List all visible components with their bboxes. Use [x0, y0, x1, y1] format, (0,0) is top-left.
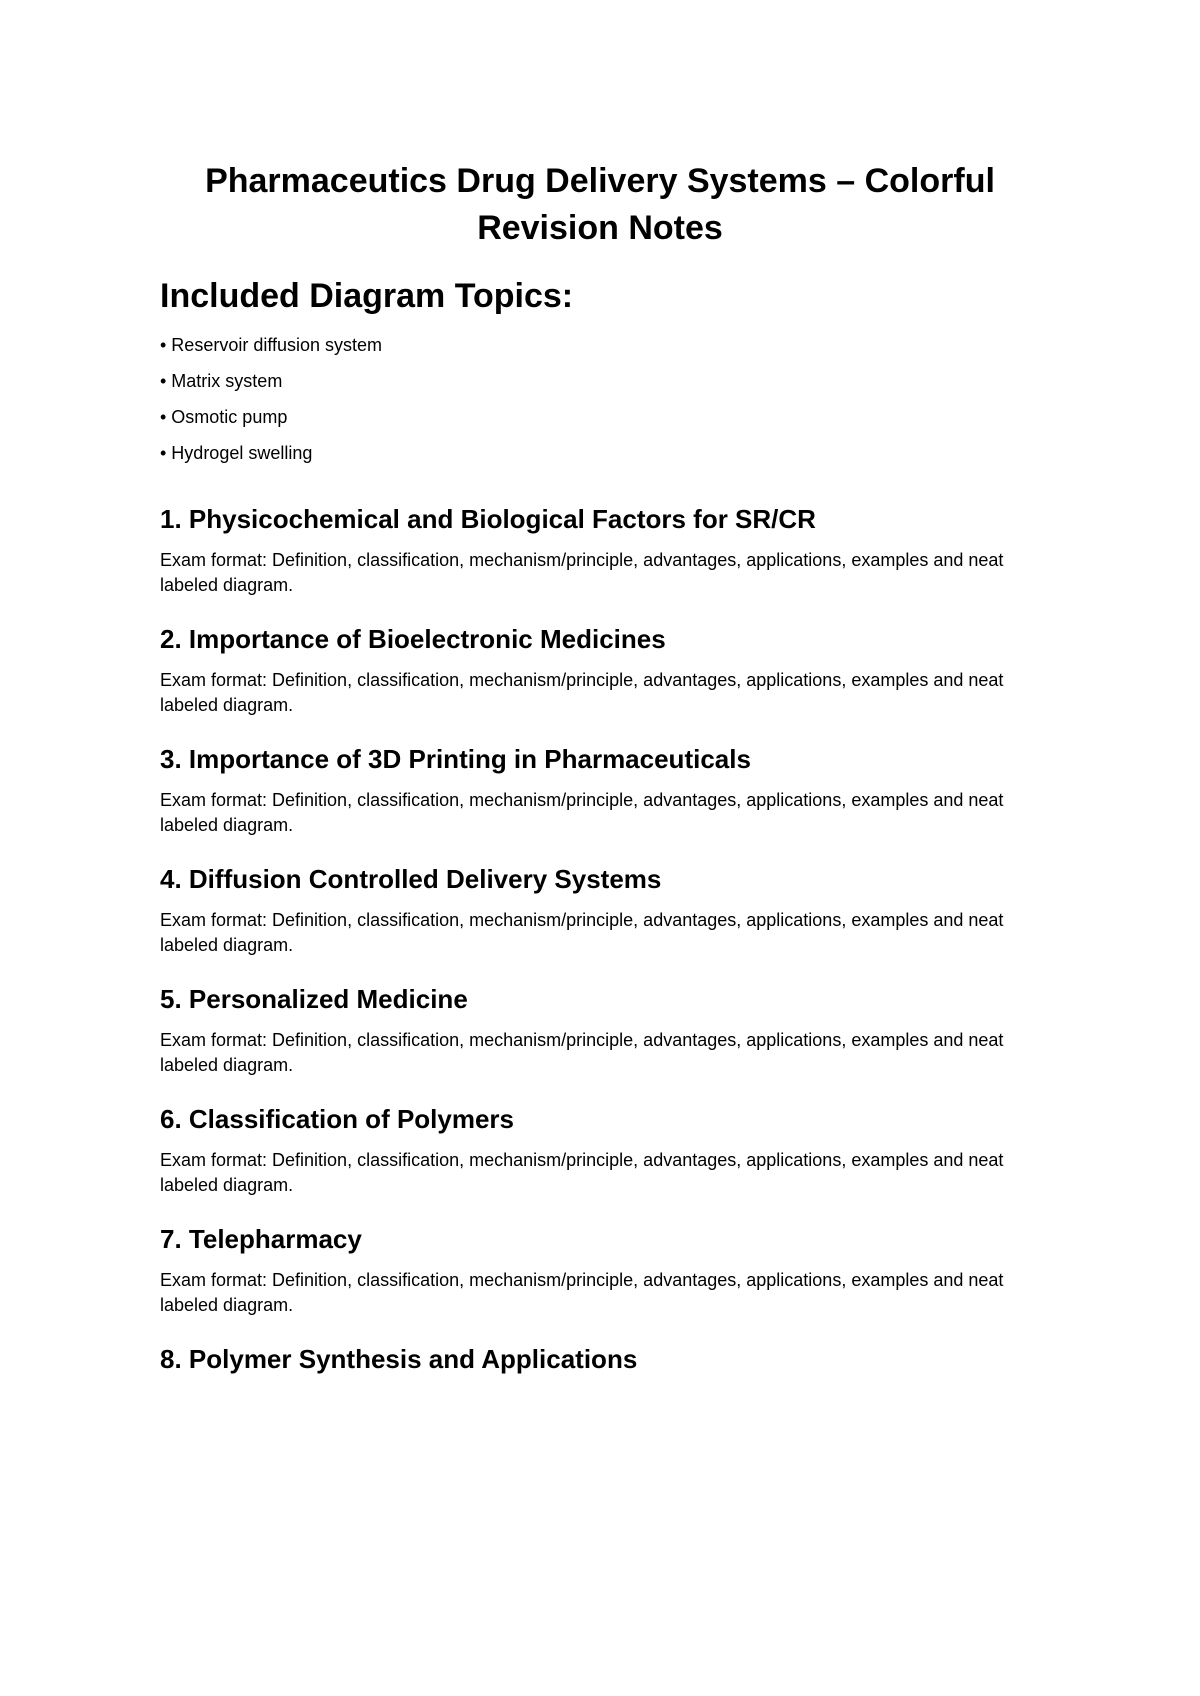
- section-heading: 8. Polymer Synthesis and Applications: [160, 1344, 638, 1374]
- section-body: Exam format: Definition, classification, mechanism/principle, advantages, applications, examples and neat labeled diagram.: [160, 1150, 1004, 1195]
- section-1: [160, 504, 1040, 598]
- section-8: [160, 1344, 1040, 1374]
- section-5: [160, 984, 1040, 1078]
- topics-heading: Included Diagram Topics:: [160, 277, 574, 315]
- section-body: Exam format: Definition, classification, mechanism/principle, advantages, applications, examples and neat labeled diagram.: [160, 1270, 1004, 1315]
- section-7: [160, 1224, 1040, 1318]
- section-4: [160, 864, 1040, 958]
- section-2: [160, 624, 1040, 718]
- section-body: Exam format: Definition, classification, mechanism/principle, advantages, applications, examples and neat labeled diagram.: [160, 790, 1004, 835]
- topic-item: • Reservoir diffusion system: [160, 335, 383, 355]
- section-heading: 4. Diffusion Controlled Delivery Systems: [160, 864, 662, 894]
- section-heading: 3. Importance of 3D Printing in Pharmaceuticals: [160, 744, 751, 774]
- section-heading: 1. Physicochemical and Biological Factors for SR/CR: [160, 504, 816, 534]
- section-body: Exam format: Definition, classification, mechanism/principle, advantages, applications, examples and neat labeled diagram.: [160, 1030, 1004, 1075]
- section-heading: 7. Telepharmacy: [160, 1224, 362, 1254]
- section-body: Exam format: Definition, classification, mechanism/principle, advantages, applications, examples and neat labeled diagram.: [160, 550, 1004, 595]
- topic-item: • Hydrogel swelling: [160, 443, 313, 463]
- section-heading: 6. Classification of Polymers: [160, 1104, 515, 1134]
- topic-list: [160, 334, 1040, 464]
- topic-item: • Matrix system: [160, 371, 283, 391]
- section-heading: 2. Importance of Bioelectronic Medicines: [160, 624, 666, 654]
- section-heading: 5. Personalized Medicine: [160, 984, 468, 1014]
- topic-item: • Osmotic pump: [160, 407, 288, 427]
- sections-list: [160, 504, 1040, 1374]
- document-page: [160, 158, 1040, 1400]
- document-title: Pharmaceutics Drug Delivery Systems – Colorful Revision Notes: [205, 162, 995, 247]
- section-body: Exam format: Definition, classification, mechanism/principle, advantages, applications, examples and neat labeled diagram.: [160, 910, 1004, 955]
- section-body: Exam format: Definition, classification, mechanism/principle, advantages, applications, examples and neat labeled diagram.: [160, 670, 1004, 715]
- section-3: [160, 744, 1040, 838]
- section-6: [160, 1104, 1040, 1198]
